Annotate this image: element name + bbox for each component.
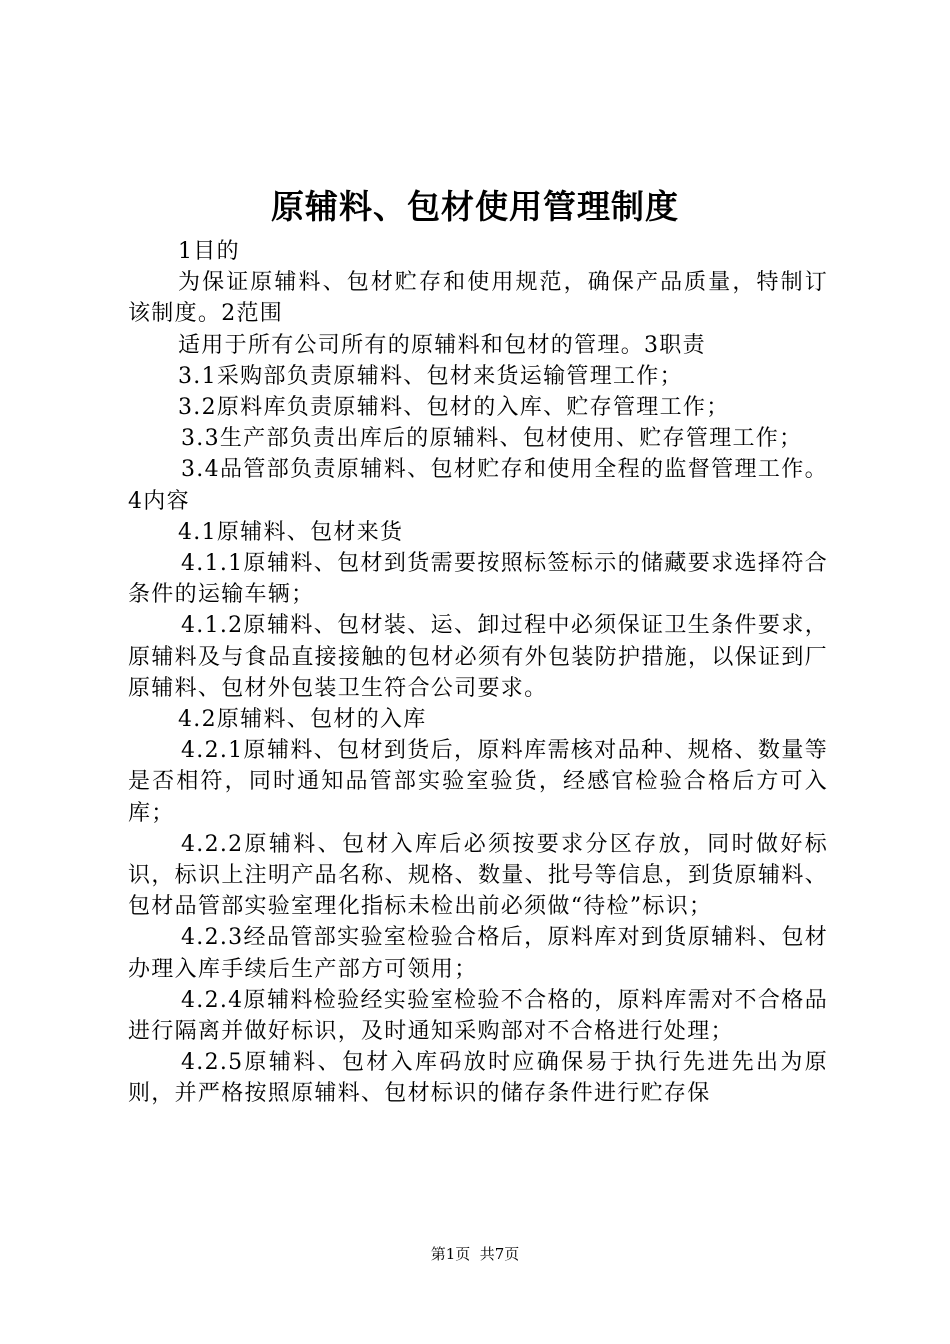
paragraph-16: 4.2.5原辅料、包材入库码放时应确保易于执行先进先出为原则，并严格按照原辅料、包材标识的储存条件进行贮存保 (128, 1050, 828, 1107)
paragraph-15: 4.2.4原辅料检验经实验室检验不合格的，原料库需对不合格品进行隔离并做好标识，及时通知采购部对不合格进行处理； (128, 987, 828, 1045)
paragraph-10: 4.1.2原辅料、包材装、运、卸过程中必须保证卫生条件要求，原辅料及与食品直接接触的包材必须有外包装防护措施，以保证到厂原辅料、包材外包装卫生符合公司要求。 (128, 613, 828, 701)
paragraph-9: 4.1.1原辅料、包材到货需要按照标签标示的储藏要求选择符合条件的运输车辆； (128, 551, 828, 608)
document-title: 原辅料、包材使用管理制度 (271, 187, 679, 226)
paragraph-11: 4.2原辅料、包材的入库 (178, 707, 427, 733)
paragraph-6: 3.3生产部负责出库后的原辅料、包材使用、贮存管理工作； (181, 426, 803, 452)
paragraph-12: 4.2.1原辅料、包材到货后，原料库需核对品种、规格、数量等是否相符，同时通知品管部实验室验货，经感官检验合格后方可入库； (128, 738, 828, 826)
paragraph-1: 1目的 (178, 239, 240, 264)
paragraph-3: 适用于所有公司所有的原辅料和包材的管理。3职责 (178, 332, 706, 358)
document-body (128, 236, 828, 1110)
page-footer (0, 1244, 950, 1264)
paragraph-8: 4.1原辅料、包材来货 (178, 519, 404, 545)
paragraph-2: 为保证原辅料、包材贮存和使用规范，确保产品质量，特制订该制度。2范围 (128, 270, 828, 327)
paragraph-4: 3.1采购部负责原辅料、包材来货运输管理工作； (178, 363, 683, 389)
paragraph-7: 3.4品管部负责原辅料、包材贮存和使用全程的监督管理工作。4内容 (128, 457, 828, 514)
paragraph-14: 4.2.3经品管部实验室检验合格后，原料库对到货原辅料、包材办理入库手续后生产部方可领用； (128, 925, 828, 982)
paragraph-5: 3.2原料库负责原辅料、包材的入库、贮存管理工作； (178, 395, 730, 421)
paragraph-13: 4.2.2原辅料、包材入库后必须按要求分区存放，同时做好标识，标识上注明产品名称、规格、数量、批号等信息，到货原辅料、包材品管部实验室理化指标未检出前必须做“待检”标识； (128, 831, 828, 920)
page-number-label: 第1页 共7页 (430, 1245, 520, 1263)
